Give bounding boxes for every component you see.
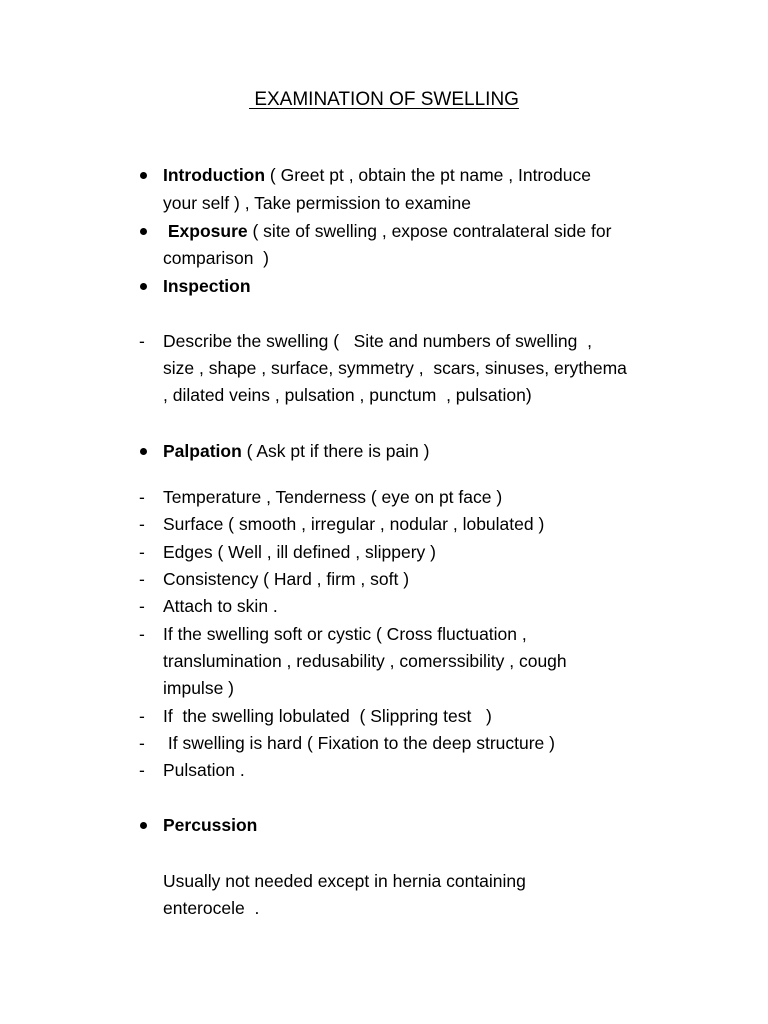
- bullet-icon: [140, 448, 147, 455]
- dash-marker: -: [139, 596, 145, 616]
- dash-marker: -: [139, 733, 145, 753]
- dash-marker: -: [139, 760, 145, 780]
- palpation-item: translumination , redusability , comerssibility , cough: [163, 651, 567, 671]
- inspection-line: , dilated veins , pulsation , punctum , pulsation): [163, 385, 532, 405]
- inspection-line: Describe the swelling ( Site and numbers of swelling ,: [163, 331, 592, 351]
- intro-text: ( Greet pt , obtain the pt name , Introduce: [265, 165, 591, 185]
- bullet-icon: [140, 822, 147, 829]
- percussion-label: Percussion: [163, 815, 258, 835]
- palpation-item: If the swelling lobulated ( Slippring test ): [163, 706, 492, 726]
- percussion-heading: [163, 814, 257, 836]
- intro-line-2: your self ) , Take permission to examine: [163, 193, 472, 213]
- dash-marker: -: [139, 569, 145, 589]
- palpation-text: ( Ask pt if there is pain ): [241, 441, 430, 461]
- intro-label: Introduction: [163, 165, 266, 185]
- dash-marker: -: [139, 706, 145, 726]
- exposure-text: ( site of swelling , expose contralateral side for: [247, 221, 612, 241]
- dash-marker: -: [139, 514, 145, 534]
- palpation-item: Temperature , Tenderness ( eye on pt face ): [163, 487, 503, 507]
- exposure-label: Exposure: [163, 221, 248, 241]
- bullet-icon: [140, 283, 147, 290]
- palpation-label: Palpation: [163, 441, 242, 461]
- percussion-line: Usually not needed except in hernia containing: [163, 871, 526, 891]
- intro-line-1: [163, 164, 591, 186]
- exposure-line-1: [163, 220, 611, 242]
- palpation-item: Edges ( Well , ill defined , slippery ): [163, 542, 436, 562]
- exposure-line-2: comparison ): [163, 248, 270, 268]
- palpation-item: If the swelling soft or cystic ( Cross fluctuation ,: [163, 624, 527, 644]
- dash-marker: -: [139, 331, 145, 351]
- inspection-line: size , shape , surface, symmetry , scars, sinuses, erythema: [163, 358, 627, 378]
- dash-marker: -: [139, 487, 145, 507]
- palpation-item: Attach to skin .: [163, 596, 278, 616]
- palpation-item: If swelling is hard ( Fixation to the deep structure ): [163, 733, 555, 753]
- bullet-icon: [140, 228, 147, 235]
- document-title: EXAMINATION OF SWELLING: [249, 89, 519, 110]
- dash-marker: -: [139, 542, 145, 562]
- palpation-item: Consistency ( Hard , firm , soft ): [163, 569, 410, 589]
- percussion-line: enterocele .: [163, 898, 260, 918]
- palpation-item: Surface ( smooth , irregular , nodular , lobulated ): [163, 514, 545, 534]
- inspection-heading: [163, 275, 251, 297]
- dash-marker: -: [139, 624, 145, 644]
- palpation-heading: [163, 440, 429, 462]
- inspection-label: Inspection: [163, 276, 251, 296]
- palpation-item: Pulsation .: [163, 760, 245, 780]
- palpation-item: impulse ): [163, 678, 234, 698]
- bullet-icon: [140, 172, 147, 179]
